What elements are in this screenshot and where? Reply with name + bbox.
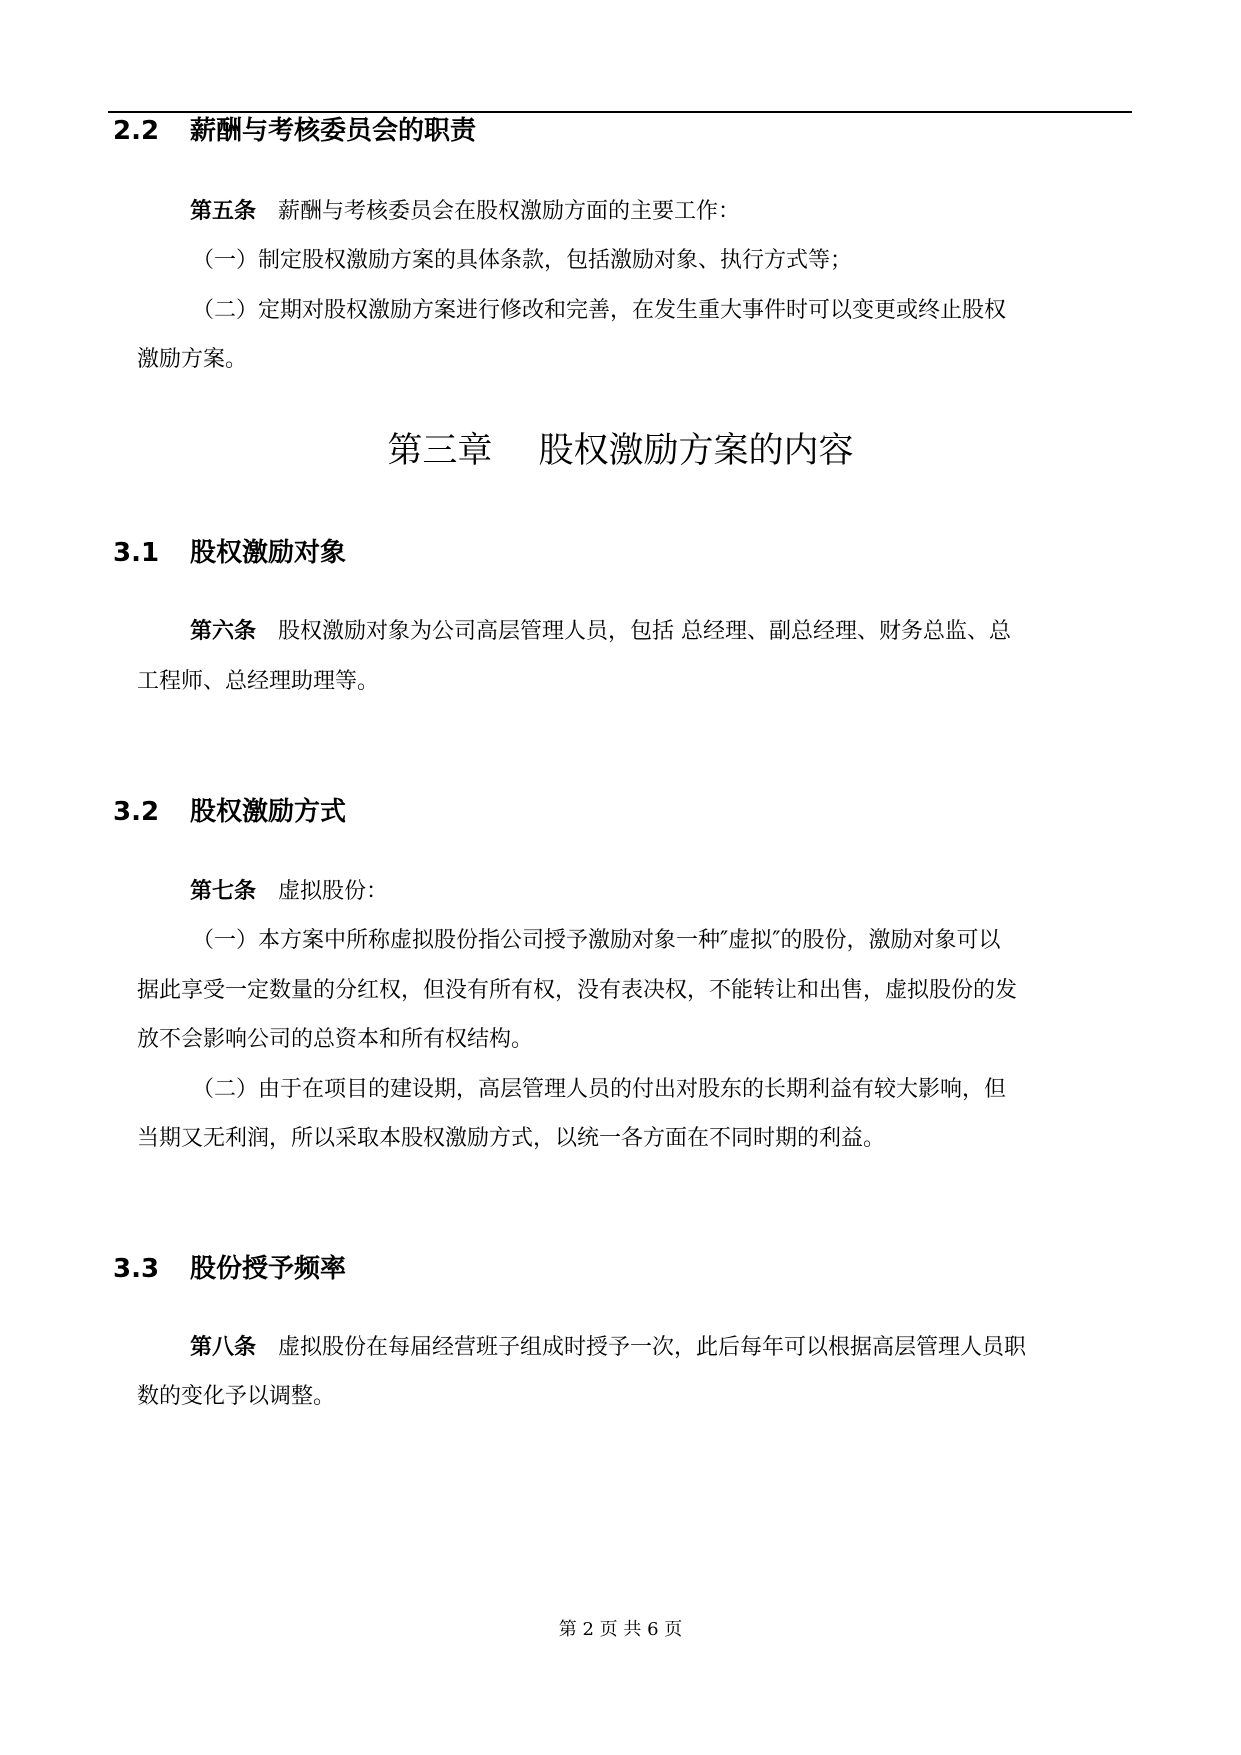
section-heading-2-2 [113, 114, 476, 148]
paragraph-line: （一）制定股权激励方案的具体条款，包括激励对象、执行方式等； [192, 248, 853, 273]
page-number: 第 2 页 共 6 页 [558, 1619, 683, 1640]
article-5 [190, 197, 740, 227]
article-6 [190, 617, 1011, 647]
chapter-title: 第三章 股权激励方案的内容 [387, 431, 854, 471]
section-number: 2.2 [113, 116, 160, 146]
section-number: 3.3 [113, 1254, 160, 1284]
paragraph-line: 数的变化予以调整。 [137, 1384, 336, 1409]
section-heading-3-3 [113, 1252, 346, 1286]
paragraph-line: 据此享受一定数量的分红权，但没有所有权，没有表决权，不能转让和出售，虚拟股份的发 [137, 978, 1018, 1003]
header-rule [108, 111, 1132, 113]
article-text: 股权激励对象为公司高层管理人员，包括 总经理、副总经理、财务总监、总 [278, 619, 1012, 644]
section-heading-3-1 [113, 536, 346, 570]
section-heading-3-2 [113, 795, 346, 829]
article-label: 第六条 [190, 619, 257, 644]
paragraph-line: 放不会影响公司的总资本和所有权结构。 [137, 1027, 534, 1052]
article-text: 虚拟股份： [278, 879, 389, 904]
article-text: 薪酬与考核委员会在股权激励方面的主要工作： [278, 199, 741, 224]
paragraph-line: 当期又无利润，所以采取本股权激励方式，以统一各方面在不同时期的利益。 [137, 1126, 886, 1151]
paragraph-line: 激励方案。 [137, 347, 248, 372]
article-8 [190, 1333, 1026, 1363]
section-title: 股份授予频率 [190, 1254, 347, 1284]
paragraph-line: （二）由于在项目的建设期，高层管理人员的付出对股东的长期利益有较大影响，但 [192, 1077, 1007, 1102]
section-number: 3.1 [113, 538, 160, 568]
paragraph-line: （一）本方案中所称虚拟股份指公司授予激励对象一种″虚拟″的股份，激励对象可以 [192, 928, 1001, 953]
article-label: 第七条 [190, 879, 257, 904]
paragraph-line: 工程师、总经理助理等。 [137, 669, 380, 694]
section-title: 股权激励方式 [190, 797, 347, 827]
paragraph-line: （二）定期对股权激励方案进行修改和完善，在发生重大事件时可以变更或终止股权 [192, 298, 1007, 323]
article-text: 虚拟股份在每届经营班子组成时授予一次，此后每年可以根据高层管理人员职 [278, 1335, 1027, 1360]
article-7 [190, 877, 388, 907]
section-number: 3.2 [113, 797, 160, 827]
section-title: 股权激励对象 [190, 538, 347, 568]
article-label: 第五条 [190, 199, 257, 224]
section-title: 薪酬与考核委员会的职责 [190, 116, 477, 146]
article-label: 第八条 [190, 1335, 257, 1360]
